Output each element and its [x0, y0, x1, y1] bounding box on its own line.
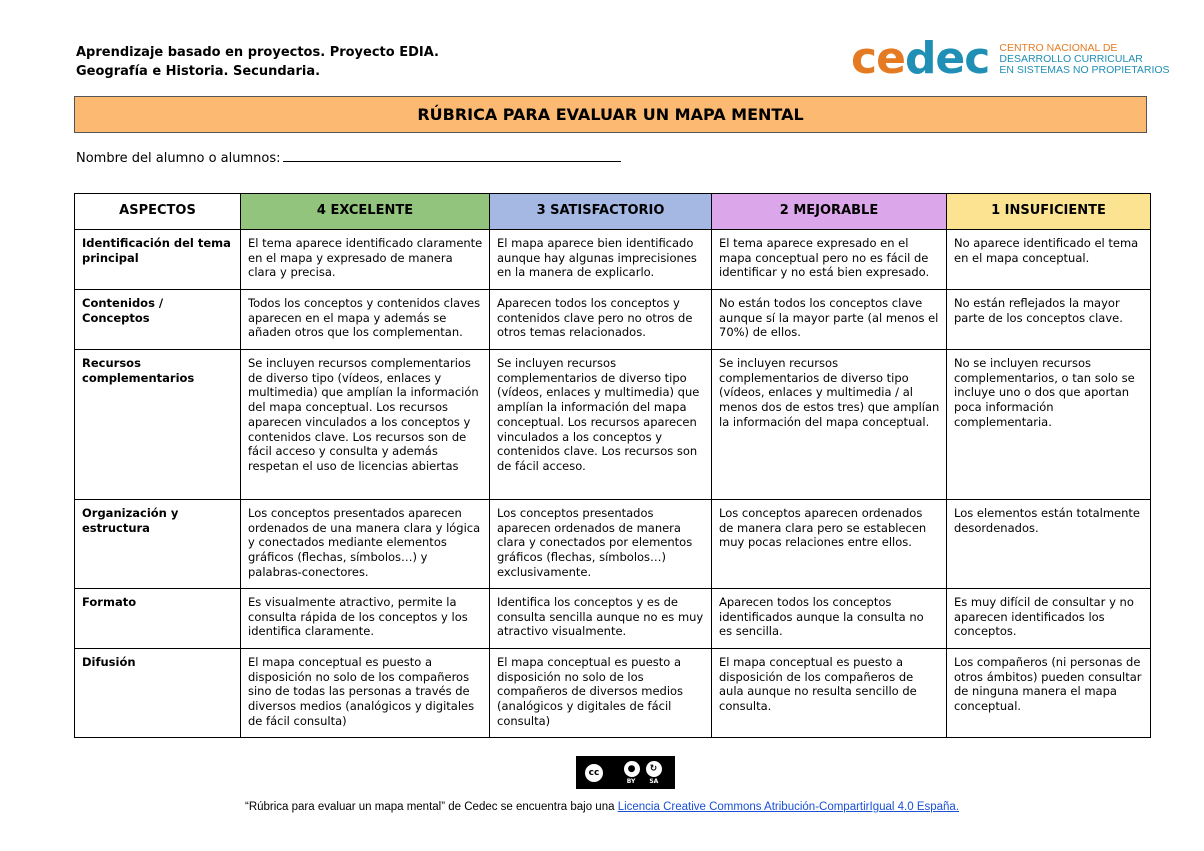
criterion-cell: Es visualmente atractivo, permite la consulta rápida de los conceptos y los identifica claramente. [241, 589, 490, 649]
rubric-title: RÚBRICA PARA EVALUAR UN MAPA MENTAL [74, 96, 1147, 133]
criterion-cell: Los conceptos presentados aparecen ordenados de una manera clara y lógica y conectados mediante elementos gráficos (flechas, símbolos…) y palabras-conectores. [241, 500, 490, 589]
header-mejorable: 2 MEJORABLE [712, 194, 947, 230]
table-row [75, 649, 1151, 738]
table-row [75, 350, 1151, 500]
criterion-cell: Los conceptos presentados aparecen ordenados de manera clara y conectados por elementos gráficos (flechas, símbolos…) exclusivamente. [490, 500, 712, 589]
logo-subtitle: CENTRO NACIONAL DE DESARROLLO CURRICULAR EN SISTEMAS NO PROPIETARIOS [999, 41, 1170, 76]
criterion-cell: Se incluyen recursos complementarios de diverso tipo (vídeos, enlaces y multimedia / al menos dos de estos tres) que amplían la información del mapa conceptual. [712, 350, 947, 500]
aspect-cell: Difusión [75, 649, 241, 738]
criterion-cell: Aparecen todos los conceptos identificados aunque la consulta no es sencilla. [712, 589, 947, 649]
criterion-cell: No aparece identificado el tema en el mapa conceptual. [947, 230, 1151, 290]
criterion-cell: Los elementos están totalmente desordenados. [947, 500, 1151, 589]
criterion-cell: Aparecen todos los conceptos y contenidos clave pero no otros de otros temas relacionados. [490, 290, 712, 350]
criterion-cell: El tema aparece identificado claramente en el mapa y expresado de manera clara y precisa. [241, 230, 490, 290]
criterion-cell: Es muy difícil de consultar y no aparecen identificados los conceptos. [947, 589, 1151, 649]
student-name-label: Nombre del alumno o alumnos: [76, 151, 281, 166]
by-label: BY [626, 777, 636, 785]
header-aspectos: ASPECTOS [75, 194, 241, 230]
table-row [75, 230, 1151, 290]
aspect-cell: Recursos complementarios [75, 350, 241, 500]
rubric-table [74, 193, 1151, 738]
aspect-cell: Organización y estructura [75, 500, 241, 589]
cc-license-badge[interactable] [576, 756, 675, 789]
document-header [76, 43, 439, 81]
criterion-cell: El mapa aparece bien identificado aunque hay algunas imprecisiones en la manera de explicarlo. [490, 230, 712, 290]
logo-wordmark: cedec [851, 33, 990, 84]
license-text: “Rúbrica para evaluar un mapa mental” de Cedec se encuentra bajo una [244, 801, 618, 813]
student-name-field [76, 147, 621, 166]
header-insuficiente: 1 INSUFICIENTE [947, 194, 1151, 230]
criterion-cell: El mapa conceptual es puesto a disposición no solo de los compañeros de diversos medios (analógicos y digitales de fácil consulta) [490, 649, 712, 738]
criterion-cell: Los conceptos aparecen ordenados de manera clara pero se establecen muy pocas relaciones entre ellos. [712, 500, 947, 589]
criterion-cell: Se incluyen recursos complementarios de diverso tipo (vídeos, enlaces y multimedia) que amplían la información del mapa conceptual. Los recursos aparecen vinculados a los conceptos y contenidos clave. Los recursos son de fácil acceso y consulta y además respetan el uso de licencias abiertas [241, 350, 490, 500]
criterion-cell: No se incluyen recursos complementarios, o tan solo se incluye uno o dos que aportan poca información complementaria. [947, 350, 1151, 500]
criterion-cell: El mapa conceptual es puesto a disposición de los compañeros de aula aunque no resulta sencillo de consulta. [712, 649, 947, 738]
criterion-cell: Todos los conceptos y contenidos claves aparecen en el mapa y además se añaden otros que los complementan. [241, 290, 490, 350]
student-name-line[interactable] [283, 147, 621, 162]
table-row [75, 290, 1151, 350]
table-row [75, 589, 1151, 649]
header-line-subject: Geografía e Historia. Secundaria. [76, 64, 321, 79]
header-excelente: 4 EXCELENTE [241, 194, 490, 230]
aspect-cell: Identificación del tema principal [75, 230, 241, 290]
criterion-cell: Identifica los conceptos y es de consulta sencilla aunque no es muy atractivo visualmente. [490, 589, 712, 649]
license-footer [0, 801, 1204, 813]
attribution-icon: ● [624, 761, 640, 777]
aspect-cell: Formato [75, 589, 241, 649]
sa-label: SA [649, 777, 659, 785]
criterion-cell: Se incluyen recursos complementarios de diverso tipo (vídeos, enlaces y multimedia) que amplían la información del mapa conceptual. Los recursos aparecen vinculados a los conceptos y contenidos clave. Los recursos son de fácil acceso. [490, 350, 712, 500]
header-line-project: Aprendizaje basado en proyectos. Proyecto EDIA. [76, 45, 439, 60]
cedec-logo [851, 34, 1170, 84]
criterion-cell: No están todos los conceptos clave aunque sí la mayor parte (al menos el 70%) de ellos. [712, 290, 947, 350]
criterion-cell: No están reflejados la mayor parte de los conceptos clave. [947, 290, 1151, 350]
cc-icon: cc [583, 762, 605, 784]
criterion-cell: Los compañeros (ni personas de otros ámbitos) pueden consultar de ninguna manera el mapa conceptual. [947, 649, 1151, 738]
header-satisfactorio: 3 SATISFACTORIO [490, 194, 712, 230]
aspect-cell: Contenidos / Conceptos [75, 290, 241, 350]
header-row [75, 194, 1151, 230]
criterion-cell: El tema aparece expresado en el mapa conceptual pero no es fácil de identificar y no está bien expresado. [712, 230, 947, 290]
share-alike-icon: ↻ [646, 761, 662, 777]
criterion-cell: El mapa conceptual es puesto a disposición no solo de los compañeros sino de todas las personas a través de diversos medios (analógicos y digitales de fácil consulta) [241, 649, 490, 738]
table-row [75, 500, 1151, 589]
license-link[interactable]: Licencia Creative Commons Atribución-CompartirIgual 4.0 España. [617, 801, 960, 813]
